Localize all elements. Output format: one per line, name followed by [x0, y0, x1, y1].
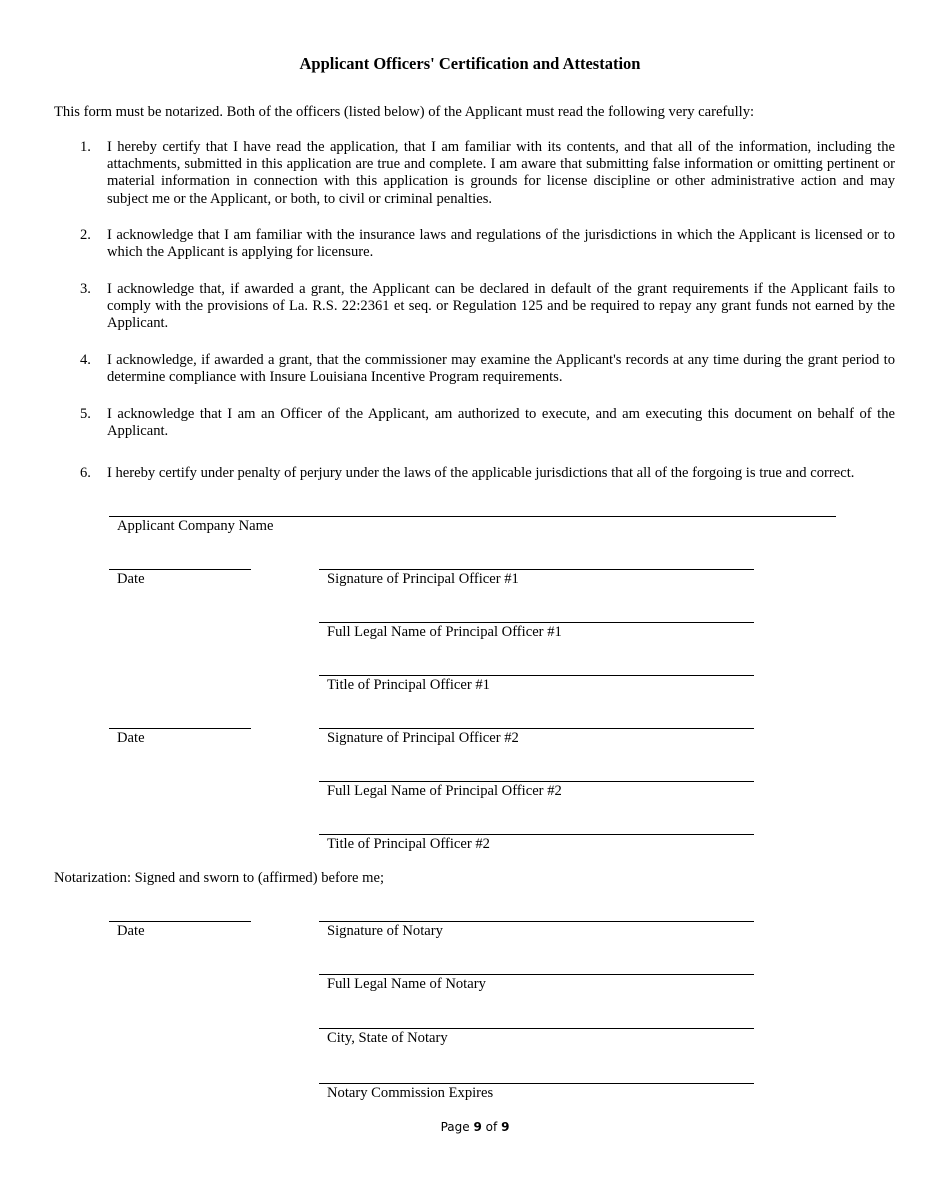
company-name-label: Applicant Company Name — [117, 518, 274, 534]
item-text: I hereby certify under penalty of perjury under the laws of the applicable jurisdictions that all of the forgoing is true and correct. — [107, 465, 855, 481]
officer1-date-field[interactable] — [109, 569, 251, 570]
item-number: 4. — [80, 352, 91, 368]
list-item — [54, 465, 895, 482]
notary-commission-field[interactable] — [319, 1083, 754, 1084]
notary-city-state-field[interactable] — [319, 1028, 754, 1029]
page-number-footer — [0, 1120, 950, 1134]
notary-name-field[interactable] — [319, 974, 754, 975]
page-word: Page — [440, 1120, 470, 1134]
officer2-signature-field[interactable] — [319, 728, 754, 729]
officer2-signature-label: Signature of Principal Officer #2 — [327, 730, 519, 746]
item-text: I acknowledge that I am an Officer of the Applicant, am authorized to execute, and am executing this document on behalf of the Applicant. — [107, 406, 895, 440]
total-pages: 9 — [501, 1120, 510, 1134]
officer2-name-label: Full Legal Name of Principal Officer #2 — [327, 783, 562, 799]
item-number: 1. — [80, 139, 91, 155]
officer1-title-field[interactable] — [319, 675, 754, 676]
notarization-heading: Notarization: Signed and sworn to (affirmed) before me; — [54, 870, 385, 886]
notary-date-field[interactable] — [109, 921, 251, 922]
officer1-date-label: Date — [117, 571, 145, 587]
officer1-name-label: Full Legal Name of Principal Officer #1 — [327, 624, 562, 640]
notary-city-state-label: City, State of Notary — [327, 1030, 448, 1046]
item-text: I acknowledge that I am familiar with the insurance laws and regulations of the jurisdictions in which the Applicant is licensed or to which the Applicant is applying for licensure. — [107, 227, 895, 261]
item-number: 5. — [80, 406, 91, 422]
list-item — [54, 227, 895, 261]
list-item — [54, 406, 895, 440]
of-word: of — [485, 1120, 498, 1134]
company-name-field[interactable] — [109, 516, 836, 517]
item-text: I hereby certify that I have read the application, that I am familiar with its contents, and that all of the information, including the attachments, submitted in this application are true and complete. I am aware that submitting false information or omitting pertinent or material information in connection with this application is grounds for license discipline or other administrative action and may subject me or the Applicant, or both, to civil or criminal penalties. — [107, 139, 895, 207]
item-text: I acknowledge, if awarded a grant, that the commissioner may examine the Applicant's records at any time during the grant period to determine compliance with Insure Louisiana Incentive Program requirements. — [107, 352, 895, 386]
officer1-title-label: Title of Principal Officer #1 — [327, 677, 490, 693]
officer2-date-label: Date — [117, 730, 145, 746]
notary-name-label: Full Legal Name of Notary — [327, 976, 486, 992]
officer2-name-field[interactable] — [319, 781, 754, 782]
item-text: I acknowledge that, if awarded a grant, the Applicant can be declared in default of the grant requirements if the Applicant fails to comply with the provisions of La. R.S. 22:2361 et seq. or Regulation 125 and be required to repay any grant funds not earned by the Applicant. — [107, 281, 895, 332]
officer1-signature-label: Signature of Principal Officer #1 — [327, 571, 519, 587]
item-number: 6. — [80, 465, 91, 481]
list-item — [54, 281, 895, 333]
list-item — [54, 139, 895, 208]
intro-text: This form must be notarized. Both of the officers (listed below) of the Applicant must read the following very carefully: — [54, 104, 755, 120]
item-number: 2. — [80, 227, 91, 243]
notary-signature-field[interactable] — [319, 921, 754, 922]
page-title: Applicant Officers' Certification and Attestation — [299, 54, 641, 73]
current-page: 9 — [473, 1120, 482, 1134]
notary-commission-label: Notary Commission Expires — [327, 1085, 494, 1101]
list-item — [54, 352, 895, 386]
officer2-date-field[interactable] — [109, 728, 251, 729]
officer1-signature-field[interactable] — [319, 569, 754, 570]
notary-date-label: Date — [117, 923, 145, 939]
officer2-title-field[interactable] — [319, 834, 754, 835]
officer2-title-label: Title of Principal Officer #2 — [327, 836, 490, 852]
item-number: 3. — [80, 281, 91, 297]
officer1-name-field[interactable] — [319, 622, 754, 623]
notary-signature-label: Signature of Notary — [327, 923, 443, 939]
